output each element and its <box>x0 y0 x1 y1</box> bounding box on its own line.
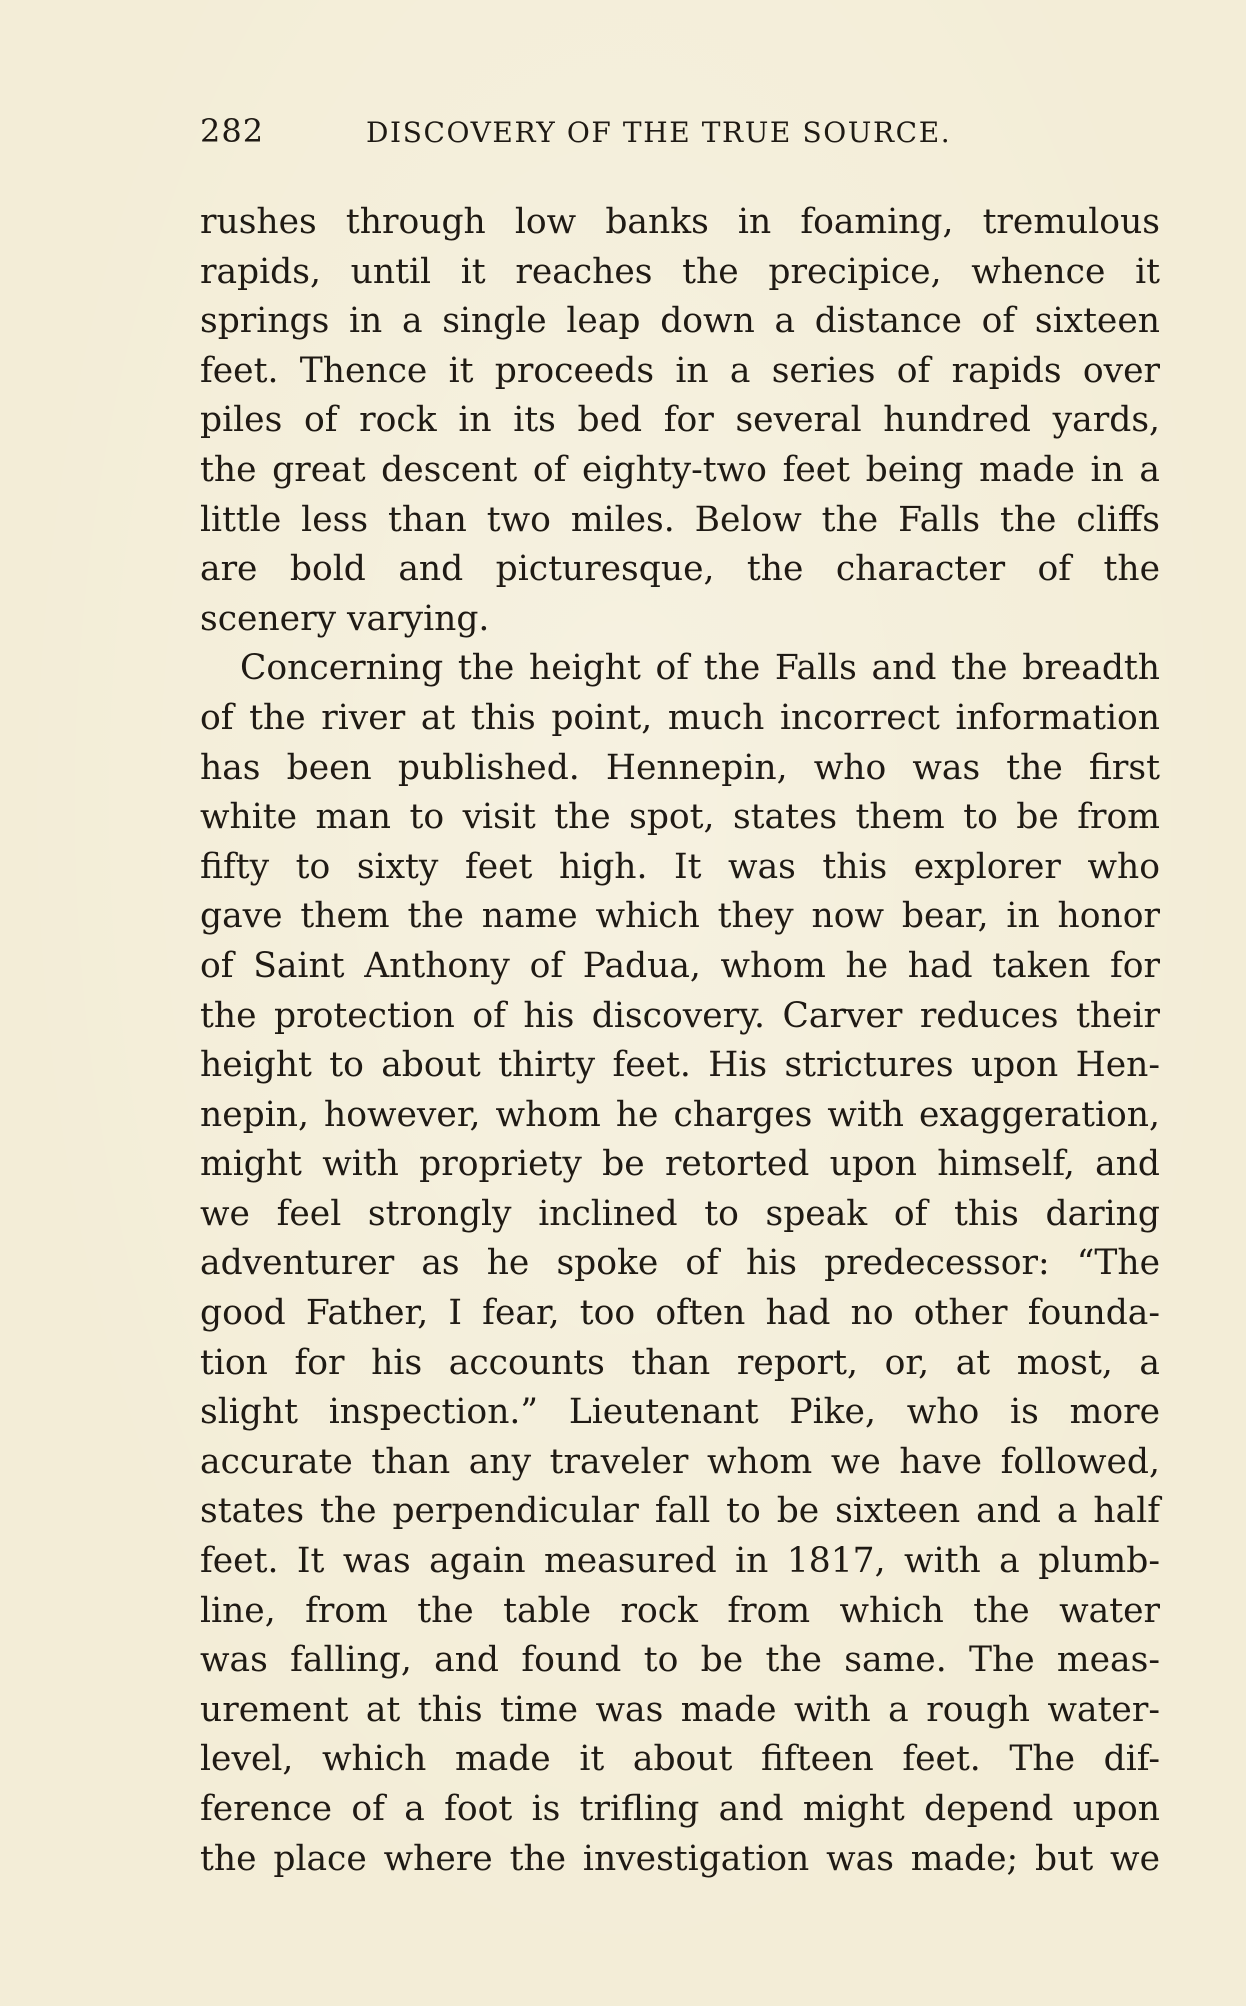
text-line: line, from the table rock from which the water <box>200 1590 1160 1631</box>
text-line: accurate than any traveler whom we have followed, <box>200 1441 1160 1482</box>
text-line: white man to visit the spot, states them to be from <box>200 797 1160 838</box>
text-line: scenery varying. <box>200 598 490 639</box>
text-line: height to about thirty feet. His strictures upon Hen- <box>200 1045 1160 1086</box>
text-line: adventurer as he spoke of his predecessor: “The <box>200 1243 1160 1284</box>
text-line: ference of a foot is trifling and might depend upon <box>200 1789 1160 1829</box>
text-line: was falling, and found to be the same. The meas- <box>200 1640 1160 1681</box>
text-line: might with propriety be retorted upon himself, and <box>200 1144 1160 1185</box>
text-line: has been published. Hennepin, who was the first <box>200 747 1160 788</box>
page-header <box>200 112 1010 156</box>
text-line: the place where the investigation was made; but we <box>200 1838 1160 1879</box>
text-line: of Saint Anthony of Padua, whom he had taken for <box>200 945 1160 986</box>
text-line: nepin, however, whom he charges with exaggeration, <box>200 1094 1160 1135</box>
text-line: of the river at this point, much incorrect information <box>200 697 1160 738</box>
body-text <box>200 198 1160 1884</box>
text-line: states the perpendicular fall to be sixteen and a half <box>200 1491 1160 1532</box>
text-line: fifty to sixty feet high. It was this explorer who <box>200 846 1160 887</box>
running-head: DISCOVERY OF THE TRUE SOURCE. <box>366 116 952 149</box>
page-number: 282 <box>200 112 265 150</box>
text-line: are bold and picturesque, the character of the <box>200 549 1160 590</box>
text-line: rapids, until it reaches the precipice, whence it <box>200 251 1160 292</box>
text-line: the protection of his discovery. Carver reduces their <box>200 995 1160 1036</box>
text-line: feet. It was again measured in 1817, with a plumb- <box>200 1541 1160 1582</box>
text-line: urement at this time was made with a rough water- <box>200 1689 1160 1730</box>
text-line: good Father, I fear, too often had no other founda- <box>200 1293 1160 1334</box>
text-line: little less than two miles. Below the Falls the cliffs <box>200 499 1160 540</box>
text-line: slight inspection.” Lieutenant Pike, who is more <box>200 1392 1160 1433</box>
text-line: piles of rock in its bed for several hundred yards, <box>200 400 1160 441</box>
text-line: level, which made it about fifteen feet. The dif- <box>200 1739 1160 1780</box>
text-line: gave them the name which they now bear, in honor <box>200 896 1160 937</box>
text-line: the great descent of eighty-two feet being made in a <box>200 449 1160 490</box>
text-line: springs in a single leap down a distance of sixteen <box>200 301 1160 342</box>
text-line: tion for his accounts than report, or, at most, a <box>200 1342 1160 1383</box>
text-line: we feel strongly inclined to speak of this daring <box>200 1193 1160 1234</box>
text-line: Concerning the height of the Falls and the breadth <box>240 648 1160 689</box>
text-line: feet. Thence it proceeds in a series of rapids over <box>200 350 1160 391</box>
text-line: rushes through low banks in foaming, tremulous <box>200 202 1160 242</box>
